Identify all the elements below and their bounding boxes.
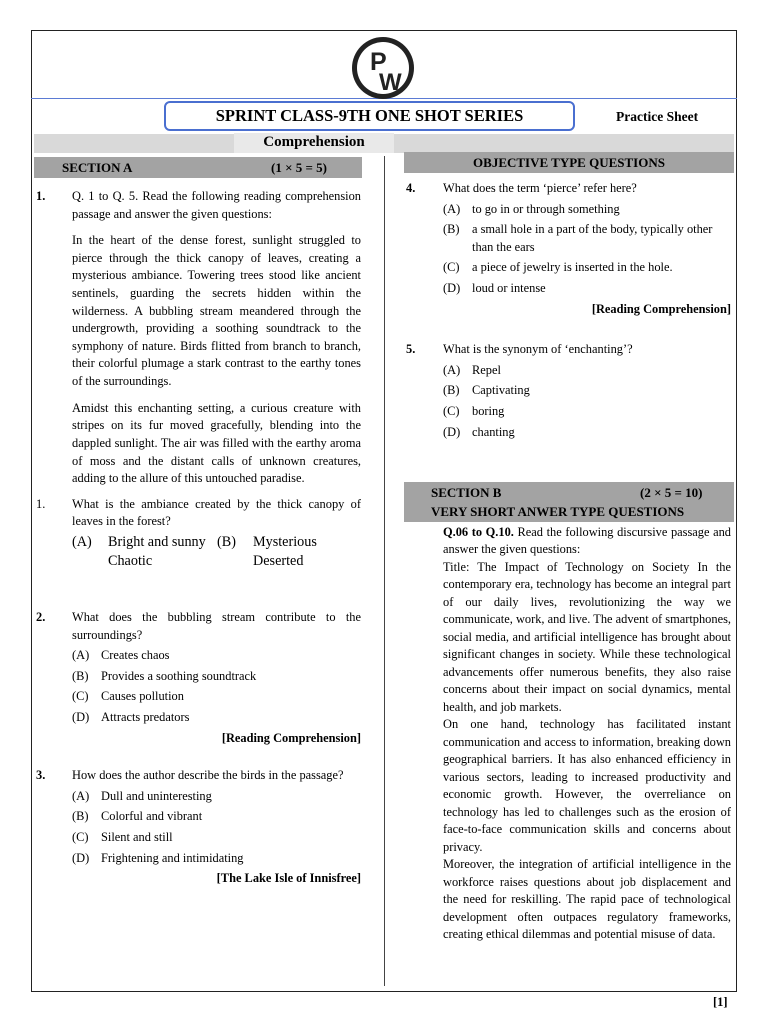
intro-text: Q. 1 to Q. 5. Read the following reading comprehension passage and answer the given questions: — [72, 189, 361, 221]
option: (C) Causes pollution — [72, 689, 184, 704]
option: (A) Creates chaos — [72, 648, 170, 663]
column-divider — [384, 156, 385, 986]
option-text: Mysterious — [253, 533, 317, 550]
source-tag: [Reading Comprehension] — [221, 730, 361, 745]
option: (B) a small hole in a part of the body, typically other than the ears — [443, 222, 713, 254]
question-2: 2. What does the bubbling stream contribute to the surroundings? (A) Creates chaos (B) Provides a soothing soundtrack (C) Causes pollution (D) Attracts predators [Reading Comprehension] — [36, 609, 361, 747]
option: (B) Colorful and vibrant — [72, 809, 203, 824]
section-b-label: SECTION B — [431, 485, 502, 500]
option: (C) boring — [443, 404, 505, 419]
section-a-marks: (1 × 5 = 5) — [271, 160, 327, 175]
source-tag: [Reading Comprehension] — [591, 301, 731, 316]
question-4: 4. What does the term ‘pierce’ refer here? (A) to go in or through something (B) a small hole in a part of the body, typically other than the ears (C) a piece of jewelry is inserted in the hole. (D) loud or intense [Reading Comprehension] — [406, 180, 731, 318]
section-b-intro: Q.06 to Q.10. Read the following discursive passage and answer the given questions: — [443, 525, 731, 557]
option: (D) Attracts predators — [72, 710, 190, 725]
passage-paragraph: On one hand, technology has facilitated instant communication and access to information, breaking down geographical barriers. It has also enhanced efficiency in various sectors, leading to increased productivity and economic growth. However, the overreliance on technology has led to challenges such as the erosion of face-to-face communication skills and concerns about privacy. — [443, 717, 731, 854]
section-a-bar — [34, 157, 362, 178]
series-title: SPRINT CLASS-9TH ONE SHOT SERIES — [164, 101, 575, 131]
source-tag: [The Lake Isle of Innisfree] — [216, 871, 361, 886]
section-a-intro: 1. Q. 1 to Q. 5. Read the following reading comprehension passage and answer the given questions: — [36, 188, 361, 223]
option-text: Chaotic — [108, 552, 153, 569]
option: (D) chanting — [443, 424, 515, 439]
section-a-label: SECTION A — [62, 160, 133, 175]
objective-label: OBJECTIVE TYPE QUESTIONS — [473, 155, 665, 170]
section-b-content — [443, 524, 731, 944]
passage-paragraph: Moreover, the integration of artificial intelligence in the workforce raises questions about job displacement and the need for reskilling. The rapid pace of technological development often outpaces regulatory frameworks, creating ethical dilemmas and potential misuse of data. — [443, 857, 731, 942]
question-1: 1. What is the ambiance created by the thick canopy of leaves in the forest? (A) Bright and sunny (B) Mysterious Chaotic Deserted — [36, 496, 361, 572]
option: (C) Silent and still — [72, 830, 173, 845]
option: (D) Frightening and intimidating — [72, 850, 244, 865]
option: (A) Dull and uninteresting — [72, 788, 212, 803]
left-column — [36, 188, 361, 888]
option: (A) to go in or through something — [443, 201, 620, 216]
pw-logo: P W — [352, 37, 414, 99]
passage-paragraph: Amidst this enchanting setting, a curious creature with stripes on its fur moved gracefully, blending into the dappled sunlight. The air was filled with the earthy aroma of moss and the distant calls of unknown creatures, adding to the allure of this untouched paradise. — [72, 400, 361, 486]
right-column — [406, 180, 731, 441]
option-text: Bright and sunny — [108, 533, 206, 550]
option: (B) Captivating — [443, 383, 530, 398]
passage-paragraph: In the heart of the dense forest, sunlight struggled to pierce through the thick canopy of leaves, creating a mysterious ambiance. Towering trees stood like ancient sentinels, guarding the secrets hidden within the wilderness. A bubbling stream meandered through the undergrowth, providing a soothing soundtrack to the symphony of nature. Birds flitted from branch to branch, their colorful plumage a stark contrast to the earthy tones of the surroundings. — [72, 233, 361, 389]
section-b-marks: (2 × 5 = 10) — [640, 485, 703, 500]
option: (A) Repel — [443, 362, 501, 377]
section-b-subtitle: VERY SHORT ANWER TYPE QUESTIONS — [431, 504, 685, 519]
option: (C) a piece of jewelry is inserted in the hole. — [443, 260, 673, 275]
practice-sheet-label: Practice Sheet — [616, 109, 699, 124]
page-number: [1] — [713, 995, 728, 1009]
section-b-bar — [404, 482, 734, 522]
option-text: Deserted — [253, 552, 304, 569]
objective-bar — [404, 152, 734, 173]
question-5: 5. What is the synonym of ‘enchanting’? (A) Repel (B) Captivating (C) boring (D) chanting — [406, 341, 731, 441]
q1-options: (A) Bright and sunny (B) Mysterious Chaotic Deserted — [72, 532, 361, 572]
option: (B) Provides a soothing soundtrack — [72, 668, 257, 683]
option: (D) loud or intense — [443, 281, 546, 296]
passage-paragraph: Title: The Impact of Technology on Society In the contemporary era, technology has become an integral part of our daily lives, revolutionizing the way we communicate, work, and live. The advent of smartphones, social media, and artificial intelligence has brought about significant changes in society. While these technological advancements offer numerous benefits, they also raise concerns about their impact on social dynamics, mental health, and job markets. — [443, 559, 731, 714]
subject-title: Comprehension — [234, 133, 394, 153]
question-3: 3. How does the author describe the birds in the passage? (A) Dull and uninteresting (B) Colorful and vibrant (C) Silent and still (D) Frightening and intimidating [The Lake Isle of Innisfree] — [36, 767, 361, 888]
passage-a — [72, 232, 361, 488]
